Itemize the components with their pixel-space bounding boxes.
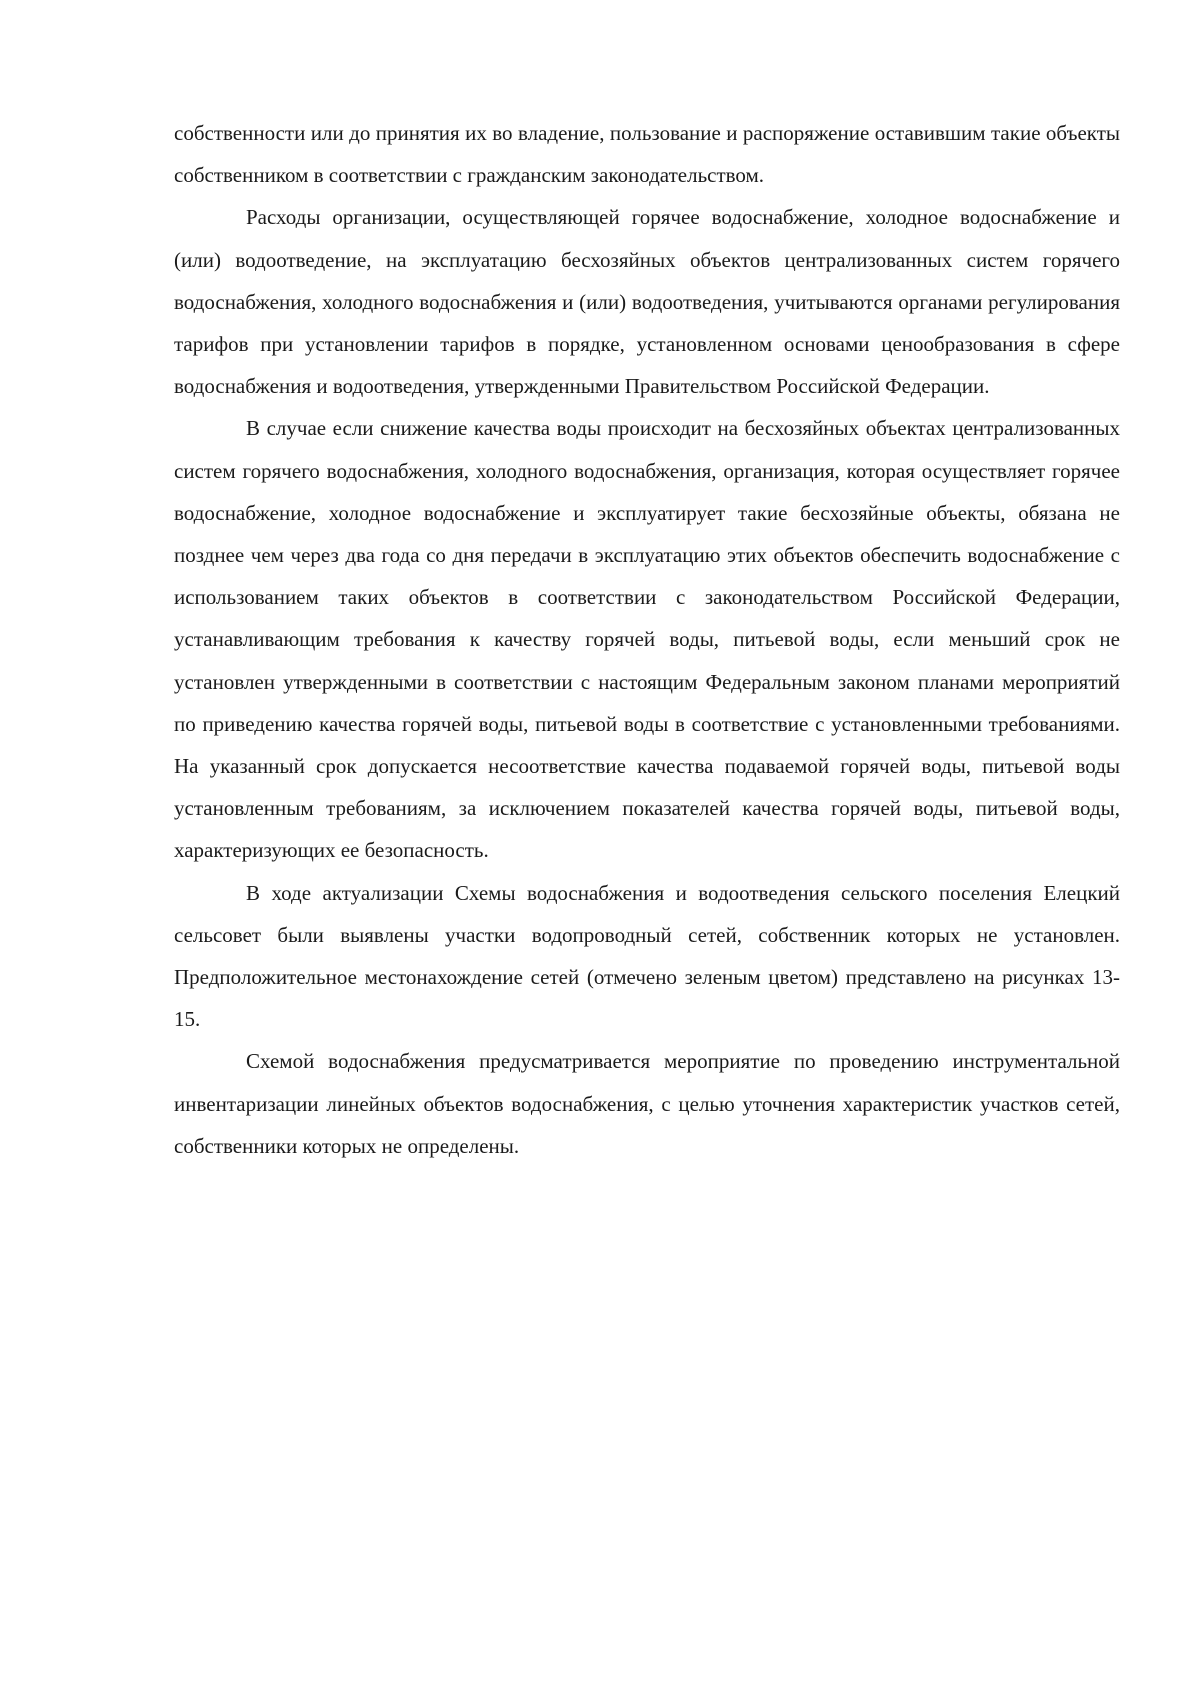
paragraph-unowned-networks: В ходе актуализации Схемы водоснабжения и водоотведения сельского поселения Елецкий сельсовет были выявлены участки водопроводный сетей, собственник которых не установлен. Предположительное местонахождение сетей (отмечено зеленым цветом) представлено на рисунках 13-15. bbox=[174, 880, 1120, 1032]
paragraph-ownership-continuation: собственности или до принятия их во владение, пользование и распоряжение оставившим такие объекты собственником в соответствии с гражданским законодательством. bbox=[174, 121, 1120, 188]
document-page bbox=[174, 112, 1120, 1167]
paragraph-inventory-measure: Схемой водоснабжения предусматривается мероприятие по проведению инструментальной инвентаризации линейных объектов водоснабжения, с целью уточнения характеристик участков сетей, собственники которых не определены. bbox=[174, 1049, 1120, 1158]
paragraph-water-quality: В случае если снижение качества воды происходит на бесхозяйных объектах централизованных систем горячего водоснабжения, холодного водоснабжения, организация, которая осуществляет горячее водоснабжение, холодное водоснабжение и эксплуатирует такие бесхозяйные объекты, обязана не позднее чем через два года со дня передачи в эксплуатацию этих объектов обеспечить водоснабжение с использованием таких объектов в соответствии с законодательством Российской Федерации, устанавливающим требования к качеству горячей воды, питьевой воды, если меньший срок не установлен утвержденными в соответствии с настоящим Федеральным законом планами мероприятий по приведению качества горячей воды, питьевой воды в соответствие с установленными требованиями. На указанный срок допускается несоответствие качества подаваемой горячей воды, питьевой воды установленным требованиям, за исключением показателей качества горячей воды, питьевой воды, характеризующих ее безопасность. bbox=[174, 416, 1120, 863]
paragraph-expenses: Расходы организации, осуществляющей горячее водоснабжение, холодное водоснабжение и (или) водоотведение, на эксплуатацию бесхозяйных объектов централизованных систем горячего водоснабжения, холодного водоснабжения и (или) водоотведения, учитываются органами регулирования тарифов при установлении тарифов в порядке, установленном основами ценообразования в сфере водоснабжения и водоотведения, утвержденными Правительством Российской Федерации. bbox=[174, 205, 1120, 399]
